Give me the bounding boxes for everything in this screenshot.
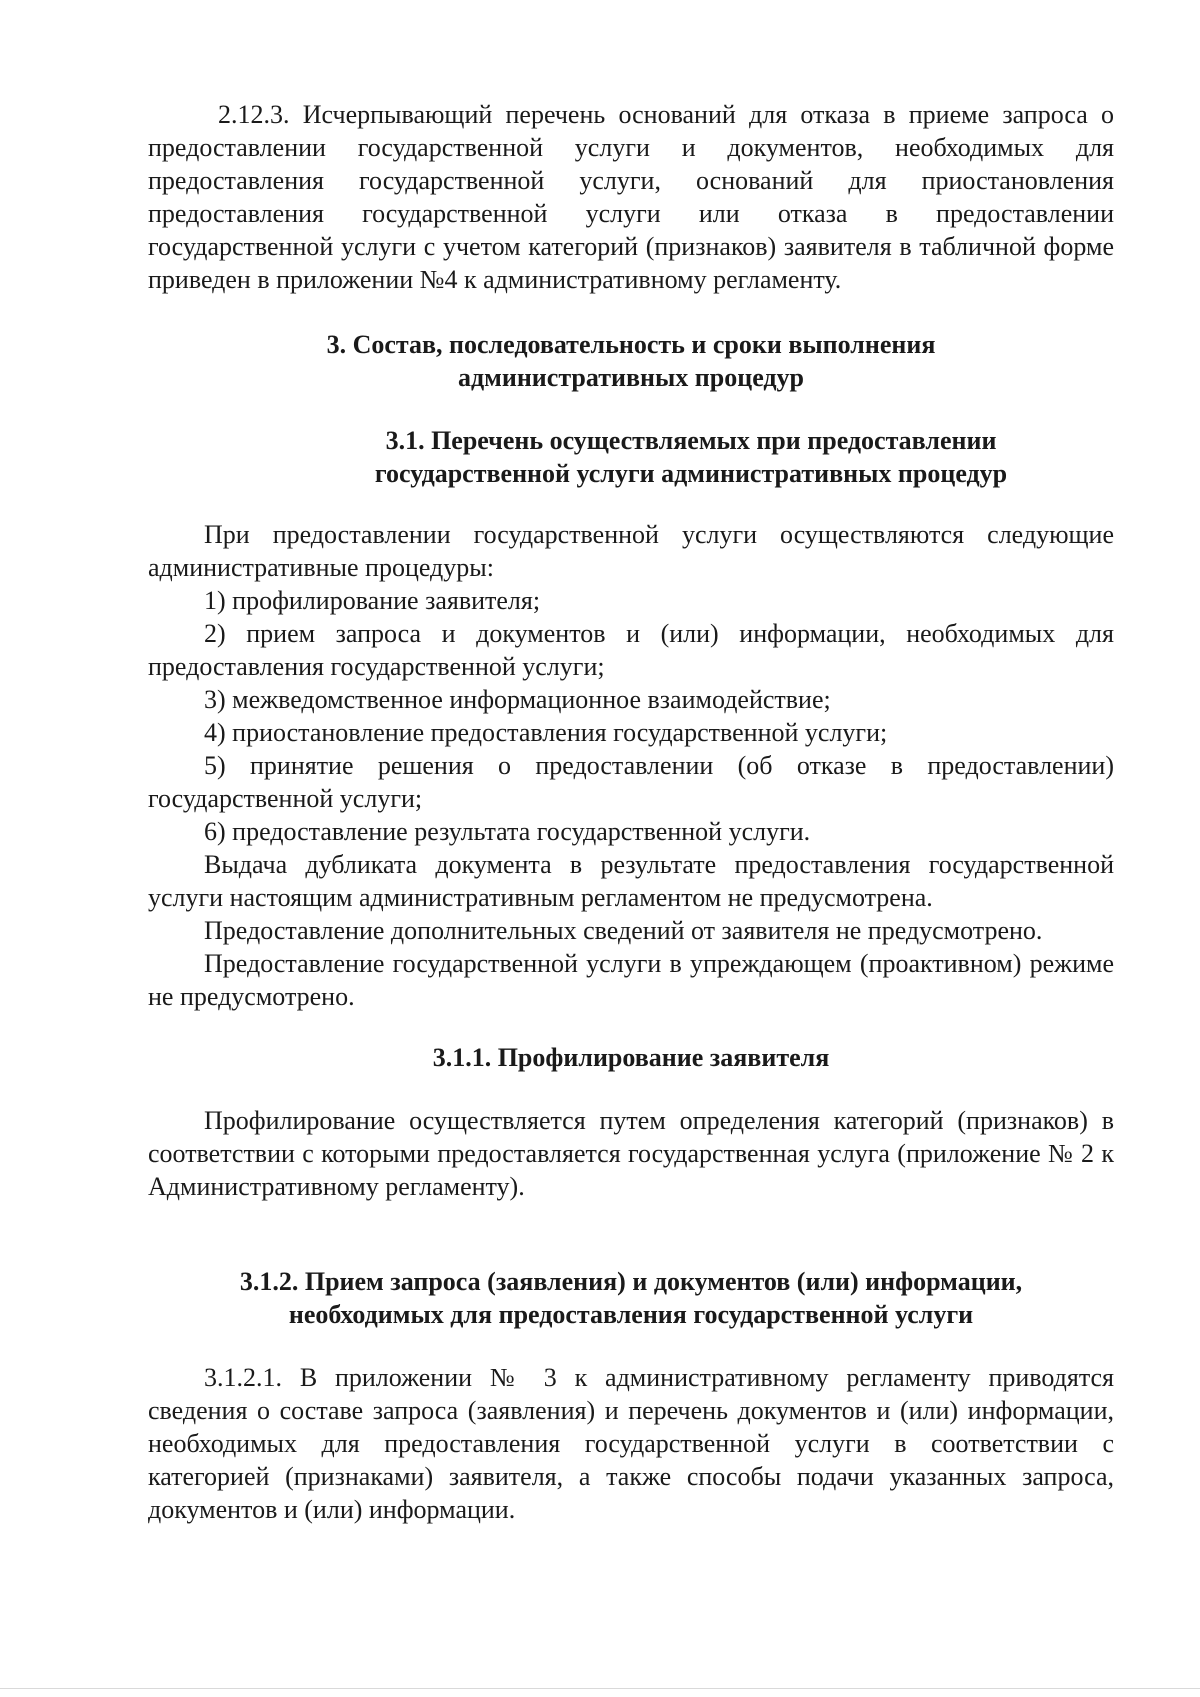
- paragraph-2-12-3: 2.12.3. Исчерпывающий перечень оснований для отказа в приеме запроса о предоставлении государственной услуги и документов, необходимых для предоставления государственной услуги, оснований для приостановления предоставления государственной услуги или отказа в предоставлении государственной услуги с учетом категорий (признаков) заявителя в табличной форме приведен в приложении №4 к административному регламенту.: [148, 100, 1114, 294]
- procedure-item-3: 3) межведомственное информационное взаимодействие;: [204, 685, 831, 714]
- procedure-item-1: 1) профилирование заявителя;: [204, 586, 541, 615]
- paragraph-proactive: Предоставление государственной услуги в упреждающем (проактивном) режиме не предусмотрено.: [148, 949, 1114, 1011]
- heading-section-3-1-2: [148, 1265, 1114, 1331]
- procedures-intro: При предоставлении государственной услуги осуществляются следующие административные процедуры:: [148, 520, 1114, 582]
- paragraph-duplicate: Выдача дубликата документа в результате предоставления государственной услуги настоящим административным регламентом не предусмотрена.: [148, 850, 1114, 912]
- heading-section-3: [148, 328, 1114, 394]
- procedure-item-4: 4) приостановление предоставления государственной услуги;: [204, 718, 888, 747]
- procedure-item-6: 6) предоставление результата государственной услуги.: [204, 817, 811, 846]
- paragraph-3-1-2-1: 3.1.2.1. В приложении № 3 к административному регламенту приводятся сведения о составе запроса (заявления) и перечень документов и (или) информации, необходимых для предоставления государственной услуги в соответствии с категорией (признаками) заявителя, а также способы подачи указанных запроса, документов и (или) информации.: [148, 1363, 1114, 1524]
- paragraph-profiling: Профилирование осуществляется путем определения категорий (признаков) в соответствии с которыми предоставляется государственная услуга (приложение № 2 к Административному регламенту).: [148, 1106, 1114, 1201]
- page-bottom-divider: [0, 1688, 1200, 1689]
- heading-section-3-1-2-text: 3.1.2. Прием запроса (заявления) и документов (или) информации, необходимых для предоставления государственной услуги: [239, 1267, 1023, 1329]
- heading-section-3-1-1: 3.1.1. Профилирование заявителя: [432, 1043, 830, 1072]
- document-page: [148, 98, 1114, 1526]
- procedure-item-5: 5) принятие решения о предоставлении (об отказе в предоставлении) государственной услуги;: [148, 751, 1114, 813]
- paragraph-additional-info: Предоставление дополнительных сведений от заявителя не предусмотрено.: [204, 916, 1043, 945]
- heading-section-3-1-text: 3.1. Перечень осуществляемых при предоставлении государственной услуги административных процедур: [374, 426, 1008, 488]
- heading-section-3-text: 3. Состав, последовательность и сроки выполнения административных процедур: [326, 330, 936, 392]
- procedure-item-2: 2) прием запроса и документов и (или) информации, необходимых для предоставления государственной услуги;: [148, 619, 1114, 681]
- heading-section-3-1: [148, 424, 1114, 490]
